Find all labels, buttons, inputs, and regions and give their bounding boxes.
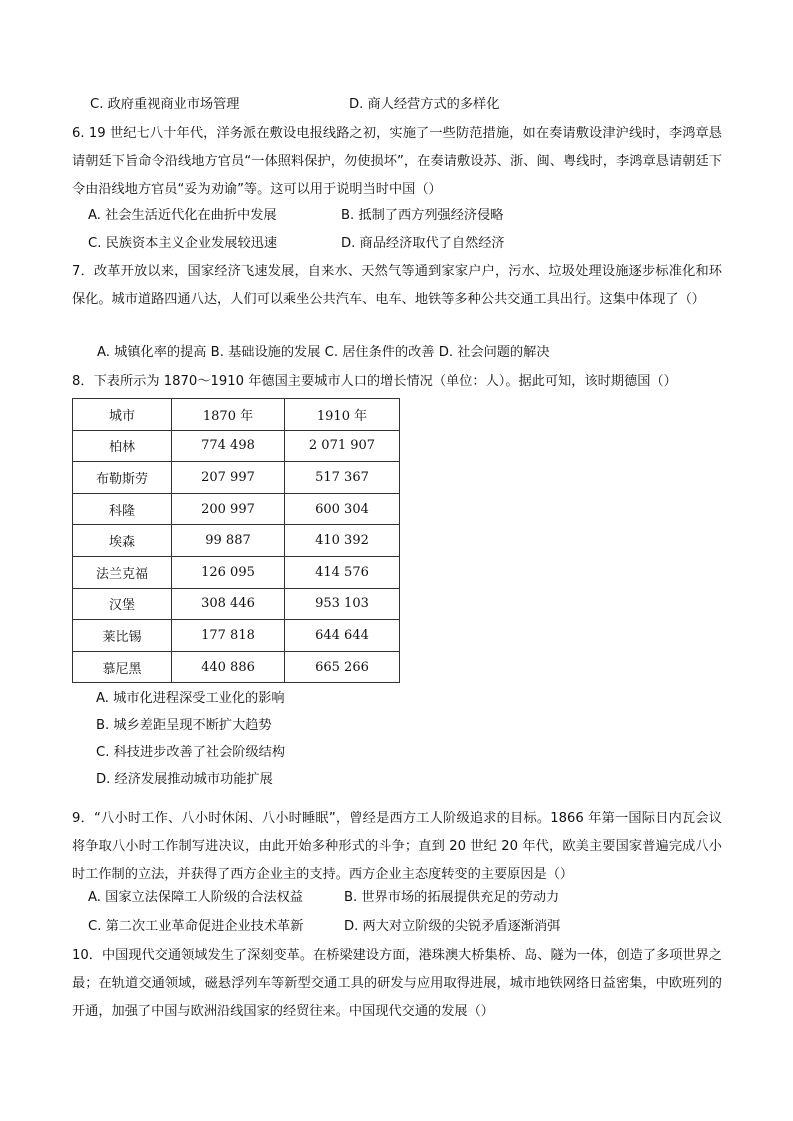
pop-1870-cell: 774 498 xyxy=(172,430,285,462)
pop-1870-cell: 99 887 xyxy=(172,525,285,557)
header-1910: 1910 年 xyxy=(285,399,400,431)
q6-option-a: A. 社会生活近代化在曲折中发展 xyxy=(88,208,277,223)
q10-stem: 10．中国现代交通领域发生了深刻变革。在桥梁建设方面，港珠澳大桥集桥、岛、隧为一体，创造了多项世界之最；在轨道交通领域，磁悬浮列车等新型交通工具的研发与应用取得进展，城市地铁网络日益密集，中欧班列的开通，加强了中国与欧洲沿线国家的经贸往来。中国现代交通的发展（） xyxy=(72,948,722,1019)
table-row xyxy=(73,556,400,588)
pop-1870-cell: 207 997 xyxy=(172,462,285,494)
city-cell: 慕尼黑 xyxy=(73,651,172,683)
table-row xyxy=(73,525,400,557)
city-cell: 汉堡 xyxy=(73,588,172,620)
table-header-row xyxy=(73,399,400,431)
pop-1910-cell: 517 367 xyxy=(285,462,400,494)
city-cell: 法兰克福 xyxy=(73,556,172,588)
pop-1910-cell: 410 392 xyxy=(285,525,400,557)
q5-option-c: C. 政府重视商业市场管理 xyxy=(90,97,240,112)
q6-option-d: D. 商品经济取代了自然经济 xyxy=(341,236,505,251)
q6-option-b: B. 抵制了西方列强经济侵略 xyxy=(341,208,504,223)
q9-option-c: C. 第二次工业革命促进企业技术革新 xyxy=(88,919,304,934)
pop-1910-cell: 600 304 xyxy=(285,493,400,525)
pop-1910-cell: 414 576 xyxy=(285,556,400,588)
q9-stem: 9．“八小时工作、八小时休闲、八小时睡眠”，曾经是西方工人阶级追求的目标。1866 年第一国际日内瓦会议将争取八小时工作制写进决议，由此开始多种形式的斗争；直到 20 世纪 20 年代，欧美主要国家普遍完成八小时工作制的立法，并获得了西方企业主的支持。西方企业主态度转变的主要原因是（） xyxy=(72,811,722,882)
q7-stem: 7．改革开放以来，国家经济飞速发展，自来水、天然气等通到家家户户，污水、垃圾处理设施逐步标准化和环保化。城市道路四通八达，人们可以乘坐公共汽车、电车、地铁等多种公共交通工具出行。这集中体现了（） xyxy=(72,264,722,307)
population-table xyxy=(72,398,400,683)
q5-option-d: D. 商人经营方式的多样化 xyxy=(349,97,500,112)
pop-1910-cell: 644 644 xyxy=(285,620,400,652)
pop-1910-cell: 953 103 xyxy=(285,588,400,620)
pop-1870-cell: 308 446 xyxy=(172,588,285,620)
pop-1870-cell: 440 886 xyxy=(172,651,285,683)
q8-option-c: C. 科技进步改善了社会阶级结构 xyxy=(96,745,286,760)
pop-1910-cell: 665 266 xyxy=(285,651,400,683)
q9-option-d: D. 两大对立阶级的尖锐矛盾逐渐消弭 xyxy=(344,919,561,934)
table-row xyxy=(73,462,400,494)
q6-option-c: C. 民族资本主义企业发展较迅速 xyxy=(88,236,278,251)
header-city: 城市 xyxy=(73,399,172,431)
city-cell: 科隆 xyxy=(73,493,172,525)
q8-option-b: B. 城乡差距呈现不断扩大趋势 xyxy=(96,718,272,733)
q9-option-a: A. 国家立法保障工人阶级的合法权益 xyxy=(88,890,303,905)
city-cell: 莱比锡 xyxy=(73,620,172,652)
pop-1870-cell: 177 818 xyxy=(172,620,285,652)
q8-option-a: A. 城市化进程深受工业化的影响 xyxy=(96,691,285,706)
q8-option-d: D. 经济发展推动城市功能扩展 xyxy=(96,772,273,787)
q9-option-b: B. 世界市场的拓展提供充足的劳动力 xyxy=(344,890,560,905)
pop-1910-cell: 2 071 907 xyxy=(285,430,400,462)
city-cell: 埃森 xyxy=(73,525,172,557)
header-1870: 1870 年 xyxy=(172,399,285,431)
q7-options: A. 城镇化率的提高 B. 基础设施的发展 C. 居住条件的改善 D. 社会问题的解决 xyxy=(97,345,550,360)
table-row xyxy=(73,620,400,652)
pop-1870-cell: 126 095 xyxy=(172,556,285,588)
table-row xyxy=(73,651,400,683)
city-cell: 布勒斯劳 xyxy=(73,462,172,494)
city-cell: 柏林 xyxy=(73,430,172,462)
table-row xyxy=(73,430,400,462)
table-row xyxy=(73,493,400,525)
q8-stem: 8．下表所示为 1870～1910 年德国主要城市人口的增长情况（单位：人）。据此可知，该时期德国（） xyxy=(72,374,677,389)
pop-1870-cell: 200 997 xyxy=(172,493,285,525)
table-row xyxy=(73,588,400,620)
q6-stem: 6. 19 世纪七八十年代，洋务派在敷设电报线路之初，实施了一些防范措施，如在奏请敷设津沪线时，李鸿章恳请朝廷下旨命令沿线地方官员“一体照料保护，勿使损坏”，在奏请敷设苏、浙、闽、粤线时，李鸿章恳请朝廷下令由沿线地方官员“妥为劝谕”等。这可以用于说明当时中国（） xyxy=(72,126,722,197)
